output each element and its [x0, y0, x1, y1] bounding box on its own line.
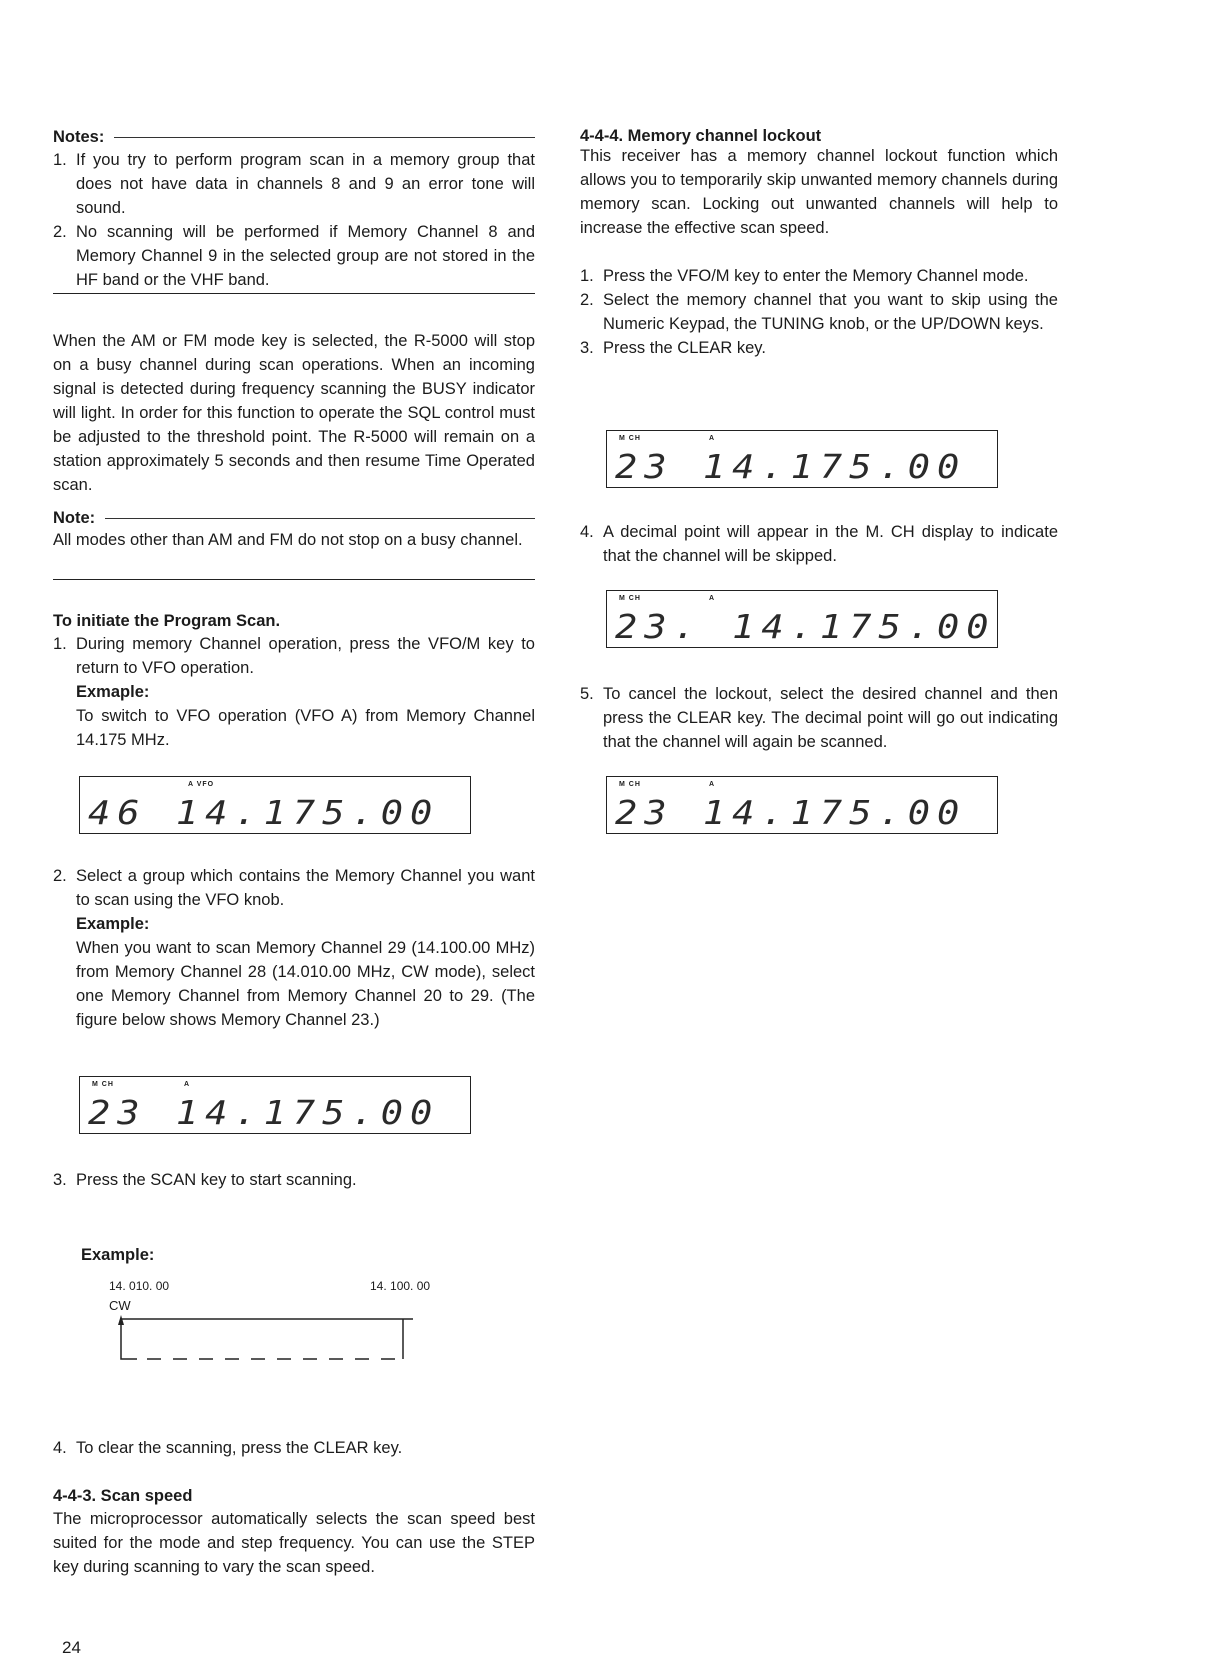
example-label: Example: [76, 915, 150, 933]
note-text: All modes other than AM and FM do not stop on a busy channel. [53, 531, 523, 549]
diagram-mode: CW [109, 1298, 131, 1313]
lockout-step: 3. Press the CLEAR key. [580, 339, 766, 357]
page-number: 24 [62, 1638, 81, 1657]
busy-paragraph: When the AM or FM mode key is selected, the R-5000 will stop on a busy channel during scan operations. When an incoming signal is detected during frequency scanning the BUSY indicator will light. In order for this function to operate the SQL control must be adjusted to the threshold point. The R-5000 will remain on a station approximately 5 seconds and then resume Time Operated scan. [53, 332, 535, 494]
mch-indicator: M CH [92, 1081, 114, 1088]
mch-indicator: M CH [619, 781, 641, 788]
frequency-readout: 23 14.175.00 [88, 1093, 440, 1133]
example-text: To switch to VFO operation (VFO A) from Memory Channel 14.175 MHz. [76, 707, 535, 749]
notes-list [53, 148, 535, 292]
example-label: Exmaple: [76, 683, 150, 701]
scan-speed-text: The microprocessor automatically selects the scan speed best suited for the mode and step frequency. You can use the STEP key during scanning to vary the scan speed. [53, 1510, 535, 1576]
scan-range-diagram [113, 1311, 413, 1367]
lockout-step-4: 4. A decimal point will appear in the M. CH display to indicate that the channel will be skipped. [580, 523, 1058, 565]
program-step-3: 3. Press the SCAN key to start scanning. [53, 1171, 357, 1189]
a-indicator: A [709, 595, 716, 602]
vfo-indicator: A VFO [188, 781, 215, 788]
note-divider [53, 579, 535, 580]
diagram-start-freq: 14. 010. 00 [109, 1279, 170, 1293]
lockout-step-5: 5. To cancel the lockout, select the desired channel and then press the CLEAR key. The decimal point will go out indicating that the channel will again be scanned. [580, 685, 1058, 751]
lockout-step: 2. Select the memory channel that you want to skip using the Numeric Keypad, the TUNING knob, or the UP/DOWN keys. [580, 291, 1058, 333]
note-item: 1. If you try to perform program scan in a memory group that does not have data in channels 8 and 9 an error tone will sound. [53, 151, 535, 217]
lockout-steps [580, 264, 1058, 360]
note-heading: Note: [53, 509, 96, 527]
a-indicator: A [184, 1081, 191, 1088]
scan-speed-heading: 4-4-3. Scan speed [53, 1487, 193, 1505]
frequency-readout: 46 14.175.00 [88, 793, 440, 833]
note-heading-row [53, 509, 535, 528]
program-step-2: 2. Select a group which contains the Memory Channel you want to scan using the VFO knob. Example: When you want to scan Memory Channel 29 (14.100.00 MHz) from Memory Channel 28 (14.010.00 MHz, CW mode), select one Memory Channel from Memory Channel 20 to 29. (The figure below shows Memory Channel 23.) [53, 864, 535, 1032]
lcd-display-step5 [606, 776, 998, 834]
lockout-intro: This receiver has a memory channel lockout function which allows you to temporarily skip unwanted memory channels during memory scan. Locking out unwanted channels will help to increase the effective scan speed. [580, 147, 1058, 237]
lcd-display-step4 [606, 590, 998, 648]
notes-divider [53, 293, 535, 294]
note-item: 2. No scanning will be performed if Memory Channel 8 and Memory Channel 9 in the selected group are not stored in the HF band or the VHF band. [53, 223, 535, 289]
example-text: When you want to scan Memory Channel 29 (14.100.00 MHz) from Memory Channel 28 (14.010.00 MHz, CW mode), select one Memory Channel from Memory Channel 20 to 29. (The figure below shows Memory Channel 23.) [76, 939, 535, 1029]
diagram-end-freq: 14. 100. 00 [370, 1279, 431, 1293]
lcd-display-vfo [79, 776, 471, 834]
program-step-4: 4. To clear the scanning, press the CLEAR key. [53, 1439, 403, 1457]
notes-heading: Notes: [53, 128, 105, 146]
frequency-readout: 23 14.175.00 [615, 793, 967, 833]
program-scan-heading: To initiate the Program Scan. [53, 612, 281, 630]
lockout-heading: 4-4-4. Memory channel lockout [580, 127, 822, 145]
diagram-example-label: Example: [81, 1246, 155, 1264]
program-step-1: 1. During memory Channel operation, press the VFO/M key to return to VFO operation. Exmaple: To switch to VFO operation (VFO A) from Memory Channel 14.175 MHz. [53, 632, 535, 752]
notes-heading-row [53, 128, 535, 147]
lcd-display-step3 [606, 430, 998, 488]
lockout-step: 1. Press the VFO/M key to enter the Memory Channel mode. [580, 267, 1029, 285]
a-indicator: A [709, 781, 716, 788]
mch-indicator: M CH [619, 595, 641, 602]
frequency-readout: 23. 14.175.00 [615, 607, 996, 647]
a-indicator: A [709, 435, 716, 442]
frequency-readout: 23 14.175.00 [615, 447, 967, 487]
lcd-display-memory [79, 1076, 471, 1134]
mch-indicator: M CH [619, 435, 641, 442]
